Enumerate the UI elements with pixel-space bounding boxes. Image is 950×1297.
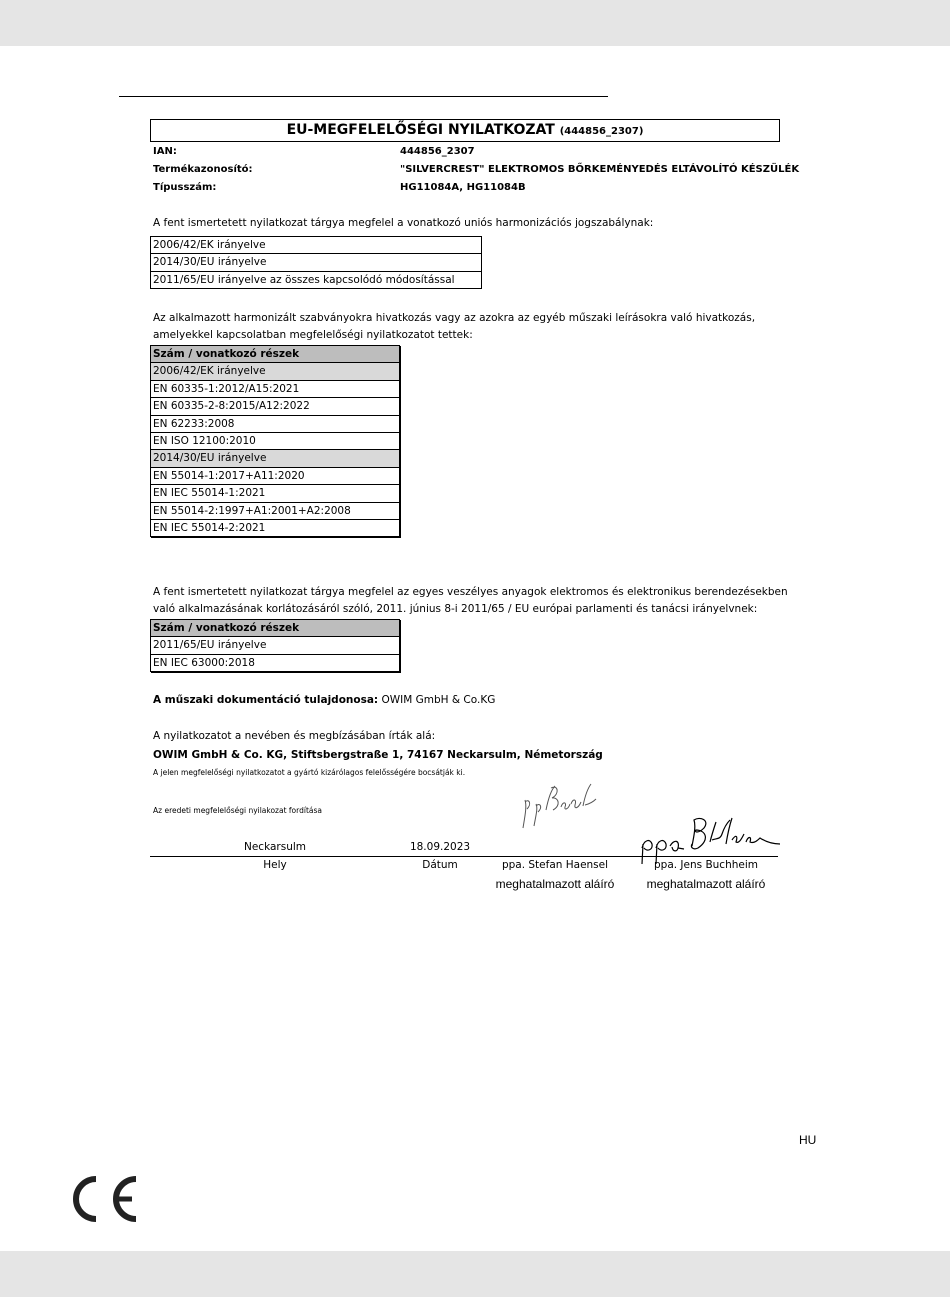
- signer1-name: ppa. Stefan Haensel: [501, 859, 609, 871]
- signature-stefan-haensel: [515, 780, 600, 832]
- type-label: Típusszám:: [153, 182, 217, 193]
- top-rule: [119, 96, 608, 97]
- directive-table: [150, 236, 482, 289]
- section3-intro-line1: A fent ismertetett nyilatkozat tárgya megfelel az egyes veszélyes anyagok elektromos és elektronikus berendezésekben: [153, 586, 788, 598]
- translation-note: Az eredeti megfelelőségi nyilakozat fordítása: [153, 806, 322, 815]
- standards-row: EN ISO 12100:2010: [151, 433, 399, 450]
- standards-row: EN 60335-1:2012/A15:2021: [151, 381, 399, 398]
- language-code: HU: [799, 1133, 817, 1147]
- type-value: HG11084A, HG11084B: [400, 182, 526, 193]
- rohs-table-header: Szám / vonatkozó részek: [151, 620, 399, 637]
- place-value: Neckarsulm: [243, 841, 306, 853]
- standards-table: [150, 345, 400, 537]
- top-margin-band: [0, 0, 950, 46]
- section3-intro-line2: való alkalmazásának korlátozásáról szóló, 2011. június 8-i 2011/65 / EU európai parlamenti és tanácsi irányelvnek:: [153, 603, 758, 615]
- title-text: EU-MEGFELELŐSÉGI NYILATKOZAT: [286, 122, 555, 138]
- rohs-row: 2011/65/EU irányelve: [151, 637, 399, 654]
- signature-line: [150, 856, 778, 857]
- signer2-name: ppa. Jens Buchheim: [653, 859, 758, 871]
- directive-row: 2014/30/EU irányelve: [151, 254, 481, 271]
- bottom-margin-band: [0, 1251, 950, 1297]
- product-id-value: "SILVERCREST" ELEKTROMOS BŐRKEMÉNYEDÉS ELTÁVOLÍTÓ KÉSZÜLÉK: [400, 164, 800, 175]
- signer2-role: meghatalmazott aláíró: [646, 877, 766, 891]
- signer1-role: meghatalmazott aláíró: [495, 877, 615, 891]
- rohs-table: [150, 619, 400, 672]
- standards-row: EN IEC 55014-2:2021: [151, 520, 399, 537]
- title-reference: (444856_2307): [559, 126, 644, 137]
- ian-label: IAN:: [153, 146, 177, 157]
- standards-table-header: Szám / vonatkozó részek: [151, 346, 399, 363]
- owner-value: OWIM GmbH & Co.KG: [378, 694, 496, 706]
- responsibility-note: A jelen megfelelőségi nyilatkozatot a gyártó kizárólagos felelősségére bocsátják ki.: [153, 768, 466, 777]
- signed-on-behalf-text: A nyilatkozatot a nevében és megbízásában írták alá:: [153, 730, 436, 742]
- standards-row: EN 62233:2008: [151, 416, 399, 433]
- standards-row: EN 55014-1:2017+A11:2020: [151, 468, 399, 485]
- place-label: Hely: [263, 859, 287, 871]
- standards-group-row: 2014/30/EU irányelve: [151, 450, 399, 467]
- standards-row: EN 60335-2-8:2015/A12:2022: [151, 398, 399, 415]
- owner-label: A műszaki dokumentáció tulajdonosa:: [153, 694, 379, 706]
- section2-intro-line2: amelyekkel kapcsolatban megfelelőségi nyilatkozatot tettek:: [153, 329, 473, 341]
- section1-intro: A fent ismertetett nyilatkozat tárgya megfelel a vonatkozó uniós harmonizációs jogszabálynak:: [153, 217, 654, 229]
- ian-value: 444856_2307: [400, 146, 475, 157]
- rohs-row: EN IEC 63000:2018: [151, 655, 399, 672]
- ce-mark-icon: [70, 1173, 142, 1225]
- product-id-label: Termékazonosító:: [153, 164, 253, 175]
- document-title: [150, 119, 780, 142]
- directive-row: 2011/65/EU irányelve az összes kapcsolódó módosítással: [151, 272, 481, 289]
- standards-row: EN IEC 55014-1:2021: [151, 485, 399, 502]
- date-label: Dátum: [422, 859, 458, 871]
- documentation-owner: [153, 692, 495, 709]
- date-value: 18.09.2023: [409, 841, 471, 853]
- standards-group-row: 2006/42/EK irányelve: [151, 363, 399, 380]
- standards-row: EN 55014-2:1997+A1:2001+A2:2008: [151, 503, 399, 520]
- directive-row: 2006/42/EK irányelve: [151, 237, 481, 254]
- company-address: OWIM GmbH & Co. KG, Stiftsbergstraße 1, 74167 Neckarsulm, Németország: [153, 749, 603, 761]
- section2-intro-line1: Az alkalmazott harmonizált szabványokra hivatkozás vagy az azokra az egyéb műszaki leírásokra való hivatkozás,: [153, 312, 756, 324]
